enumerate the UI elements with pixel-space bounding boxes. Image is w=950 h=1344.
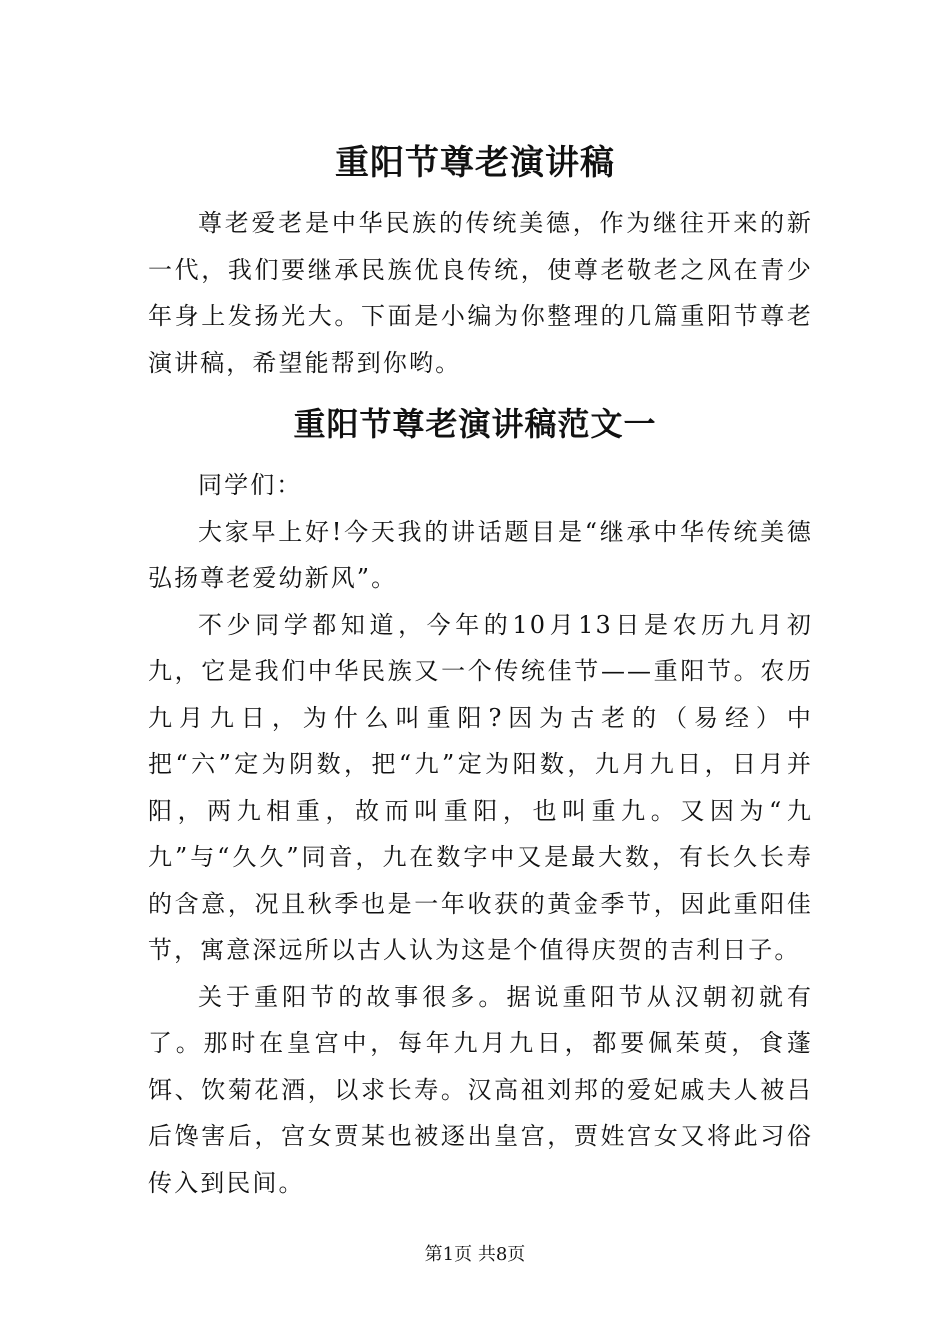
- page-footer: 第1页 共8页: [424, 1244, 526, 1265]
- paragraph-greeting: 同学们：: [198, 471, 303, 499]
- intro-block: [148, 200, 813, 386]
- intro-paragraph: 尊老爱老是中华民族的传统美德，作为继往开来的新一代，我们要继承民族优良传统，使尊老敬老之风在青少年身上发扬光大。下面是小编为你整理的几篇重阳节尊老演讲稿，希望能帮到你哟。: [148, 209, 813, 377]
- body-text: [148, 462, 813, 1206]
- paragraph-opening: 大家早上好!今天我的讲话题目是“继承中华传统美德弘扬尊老爱幼新风”。: [148, 517, 813, 592]
- document-title: 重阳节尊老演讲稿: [335, 143, 615, 183]
- section-title: 重阳节尊老演讲稿范文一: [293, 405, 657, 443]
- paragraph-story: 关于重阳节的故事很多。据说重阳节从汉朝初就有了。那时在皇宫中，每年九月九日，都要佩茱萸，食蓬饵、饮菊花酒，以求长寿。汉高祖刘邦的爱妃戚夫人被吕后馋害后，宫女贾某也被逐出皇宫，贾姓宫女又将此习俗传入到民间。: [148, 982, 813, 1197]
- paragraph-origin: 不少同学都知道，今年的10月13日是农历九月初九，它是我们中华民族又一个传统佳节——重阳节。农历九月九日，为什么叫重阳?因为古老的（易经）中把“六”定为阴数，把“九”定为阳数，九月九日，日月并阳，两九相重，故而叫重阳，也叫重九。又因为“九九”与“久久”同音，九在数字中又是最大数，有长久长寿的含意，况且秋季也是一年收获的黄金季节，因此重阳佳节，寓意深远所以古人认为这是个值得庆贺的吉利日子。: [148, 610, 813, 964]
